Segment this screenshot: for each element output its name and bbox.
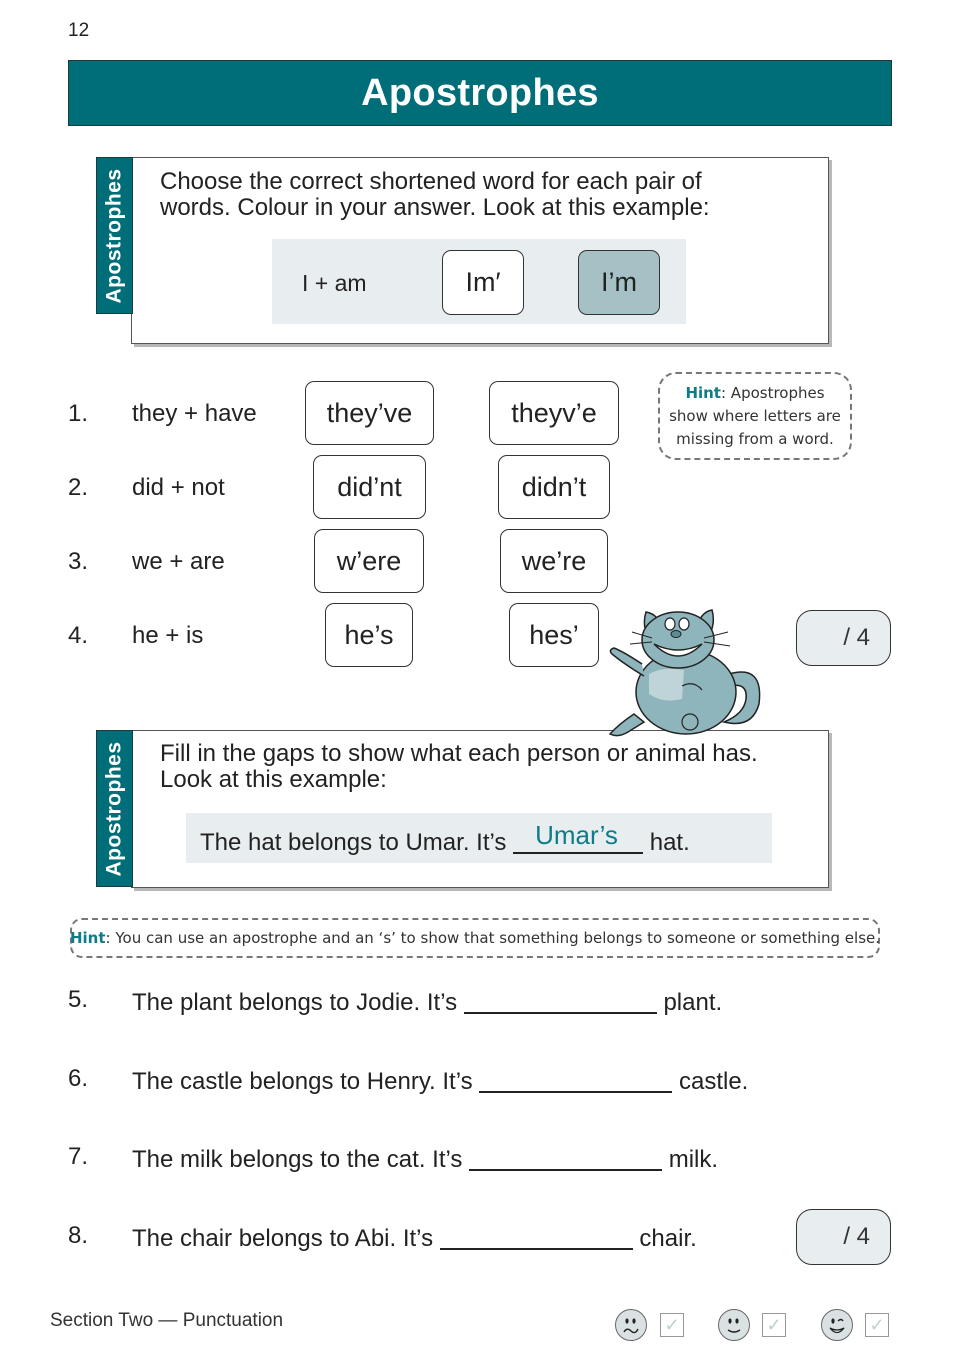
tick-box[interactable]	[660, 1313, 684, 1337]
check-icon: ✓	[869, 1314, 885, 1335]
option-a[interactable]: they’ve	[305, 381, 434, 445]
question-pair: they + have	[132, 400, 257, 427]
question-sentence	[132, 1065, 748, 1096]
hint-text: : You can use an apostrophe and an ‘s’ to show that something belongs to someone or something else.	[105, 929, 881, 947]
question-after: chair.	[639, 1225, 697, 1252]
question-after: plant.	[663, 989, 723, 1016]
question-number: 5.	[68, 986, 89, 1013]
tick-box[interactable]	[762, 1313, 786, 1337]
question-pair: did + not	[132, 474, 225, 501]
answer-blank[interactable]	[440, 1226, 633, 1250]
option-b[interactable]: we’re	[500, 529, 608, 593]
question-before: The milk belongs to the cat. It’s	[132, 1146, 463, 1173]
question-number: 8.	[68, 1222, 89, 1249]
instruction-line: Choose the correct shortened word for each pair of	[160, 168, 702, 195]
hint-text: : Apostrophes	[720, 383, 825, 402]
question-sentence	[132, 1222, 697, 1253]
question-number: 7.	[68, 1143, 89, 1170]
answer-blank[interactable]	[479, 1069, 672, 1093]
instruction-line: words. Colour in your answer. Look at this example:	[160, 194, 710, 221]
neutral-face-icon[interactable]	[718, 1309, 750, 1341]
example-answer: Umar’s	[535, 820, 618, 850]
score-box-2[interactable]	[796, 1209, 891, 1265]
question-number: 3.	[68, 548, 89, 575]
side-tab-label: Apostrophes	[102, 167, 126, 304]
answer-blank[interactable]	[469, 1147, 662, 1171]
check-icon: ✓	[766, 1314, 782, 1335]
example-sentence	[200, 820, 690, 857]
page-number: 12	[68, 20, 90, 41]
option-a[interactable]: he’s	[325, 603, 413, 667]
sad-face-icon[interactable]	[615, 1309, 647, 1341]
example-after: hat.	[649, 829, 690, 856]
question-sentence	[132, 1143, 718, 1174]
option-b[interactable]: didn’t	[498, 455, 610, 519]
score-label: / 4	[843, 624, 870, 651]
hint-label: Hint	[69, 929, 106, 947]
hint-box-1	[658, 372, 852, 460]
option-b[interactable]: hes’	[509, 603, 599, 667]
side-tab-1	[96, 157, 133, 314]
question-number: 4.	[68, 622, 89, 649]
answer-blank[interactable]	[464, 990, 657, 1014]
page-title: Apostrophes	[361, 71, 599, 114]
side-tab-label: Apostrophes	[102, 740, 126, 877]
score-box-1[interactable]	[796, 610, 891, 666]
question-before: The plant belongs to Jodie. It’s	[132, 989, 458, 1016]
question-number: 2.	[68, 474, 89, 501]
happy-wink-face-icon[interactable]	[821, 1309, 853, 1341]
question-sentence	[132, 986, 722, 1017]
cat-illustration	[604, 604, 769, 740]
hint-label: Hint	[685, 383, 721, 402]
check-icon: ✓	[664, 1314, 680, 1335]
instruction-line: Look at this example:	[160, 766, 387, 793]
page-title-bar	[68, 60, 892, 126]
score-label: / 4	[843, 1223, 870, 1250]
option-a[interactable]: w’ere	[314, 529, 424, 593]
question-pair: we + are	[132, 548, 225, 575]
side-tab-2	[96, 730, 133, 887]
question-after: milk.	[668, 1146, 719, 1173]
instruction-line: Fill in the gaps to show what each person or animal has.	[160, 740, 758, 767]
question-number: 1.	[68, 400, 89, 427]
option-a[interactable]: did’nt	[313, 455, 426, 519]
question-number: 6.	[68, 1065, 89, 1092]
example-option-b[interactable]: I’m	[578, 250, 660, 315]
question-before: The castle belongs to Henry. It’s	[132, 1068, 473, 1095]
option-b[interactable]: theyv’e	[489, 381, 619, 445]
question-before: The chair belongs to Abi. It’s	[132, 1225, 434, 1252]
hint-text: show where letters are	[669, 406, 841, 425]
example-before: The hat belongs to Umar. It’s	[200, 829, 507, 856]
instruction-text-2	[160, 741, 758, 793]
question-after: castle.	[678, 1068, 749, 1095]
hint-text: missing from a word.	[676, 429, 834, 448]
instruction-text-1	[160, 169, 710, 221]
tick-box[interactable]	[865, 1313, 889, 1337]
example-blank	[513, 820, 643, 854]
footer-section-label: Section Two — Punctuation	[50, 1310, 284, 1331]
example-pair: I + am	[302, 270, 367, 296]
hint-box-2	[70, 918, 880, 958]
question-pair: he + is	[132, 622, 204, 649]
example-option-a[interactable]: Im′	[442, 250, 524, 315]
